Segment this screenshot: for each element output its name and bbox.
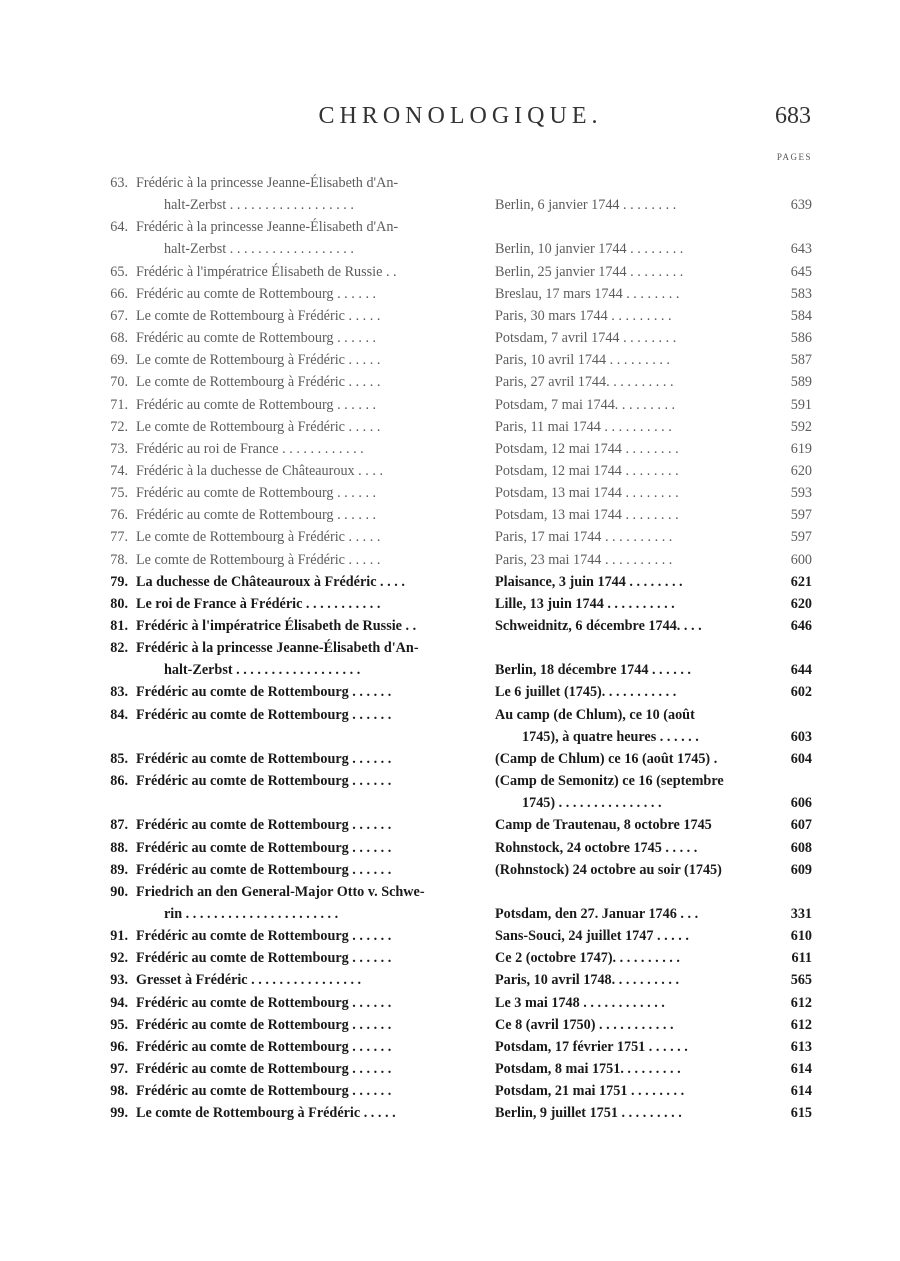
entry-number: 73. (110, 440, 128, 457)
entry-page: 600 (790, 551, 812, 568)
entry-description: Frédéric à la princesse Jeanne-Élisabeth d'An- (136, 640, 419, 657)
entry-row (92, 771, 812, 791)
entry-page: 620 (790, 462, 812, 479)
pages-column-label: PAGES (776, 152, 812, 162)
entry-description: Frédéric au comte de Rottembourg . . . . . . (136, 950, 392, 967)
entry-row (92, 395, 812, 415)
entry-description: Frédéric au comte de Rottembourg . . . . . . (136, 773, 392, 790)
entry-page: 565 (790, 972, 812, 989)
entry-row (92, 660, 812, 680)
entry-number: 65. (110, 263, 128, 280)
entry-place-date: Paris, 27 avril 1744. . . . . . . . . . (495, 374, 674, 391)
entry-number: 93. (110, 972, 128, 989)
entry-description: Frédéric au comte de Rottembourg . . . . . . (136, 1061, 392, 1077)
entry-description: Frédéric au comte de Rottembourg . . . . . . (136, 839, 392, 856)
entry-row (92, 217, 812, 237)
entry-row (92, 904, 812, 924)
entry-description: Frédéric au comte de Rottembourg . . . . . . (136, 928, 392, 945)
entry-page: 620 (790, 595, 812, 612)
entry-row (92, 527, 812, 547)
entry-number: 96. (110, 1038, 128, 1055)
entry-place-date: Paris, 10 avril 1748. . . . . . . . . . (495, 972, 680, 989)
entry-page: 593 (790, 485, 812, 502)
entry-place-date: Au camp (de Chlum), ce 10 (août (495, 706, 695, 723)
entry-row (92, 1059, 812, 1079)
entry-place-date: Sans-Souci, 24 juillet 1747 . . . . . (495, 928, 689, 945)
entry-place-date: Berlin, 18 décembre 1744 . . . . . . (495, 662, 691, 679)
entry-row (92, 815, 812, 835)
entry-place-date: Potsdam, den 27. Januar 1746 . . . (495, 905, 699, 922)
entry-row (92, 860, 812, 880)
entry-place-date: Berlin, 9 juillet 1751 . . . . . . . . . (495, 1105, 682, 1122)
entry-description: halt-Zerbst . . . . . . . . . . . . . . . . . . (164, 662, 361, 679)
entry-description: Le comte de Rottembourg à Frédéric . . . . . (136, 374, 381, 391)
entry-place-date: Paris, 30 mars 1744 . . . . . . . . . (495, 307, 672, 324)
entry-row (92, 993, 812, 1013)
entry-place-date: Camp de Trautenau, 8 octobre 1745 (495, 817, 712, 834)
entry-description: halt-Zerbst . . . . . . . . . . . . . . . . . . (164, 197, 354, 214)
entry-page: 613 (790, 1038, 812, 1055)
entry-number: 74. (110, 462, 128, 479)
entry-row (92, 239, 812, 259)
entry-page: 587 (790, 352, 812, 369)
entry-place-date: Potsdam, 12 mai 1744 . . . . . . . . (495, 462, 679, 479)
entry-row (92, 749, 812, 769)
entry-place-date: 1745), à quatre heures . . . . . . (522, 728, 699, 745)
entry-number: 70. (110, 374, 128, 391)
entry-number: 92. (110, 950, 128, 967)
entry-page: 639 (790, 197, 812, 214)
entry-number: 89. (110, 861, 128, 878)
entry-row (92, 1037, 812, 1057)
entry-description: Frédéric au comte de Rottembourg . . . . . . (136, 507, 377, 524)
entry-place-date: Breslau, 17 mars 1744 . . . . . . . . (495, 285, 680, 302)
entry-description: Le comte de Rottembourg à Frédéric . . . . . (136, 529, 381, 546)
entry-row (92, 550, 812, 570)
entry-page: 615 (790, 1105, 812, 1122)
entry-row (92, 882, 812, 902)
entry-number: 88. (110, 839, 128, 856)
entry-page: 621 (790, 573, 812, 590)
entry-row (92, 838, 812, 858)
entry-place-date: Le 3 mai 1748 . . . . . . . . . . . . (495, 994, 665, 1011)
entry-row (92, 483, 812, 503)
entry-description: Frédéric à l'impératrice Élisabeth de Russie . . (136, 618, 417, 634)
entry-number: 85. (110, 750, 128, 767)
entry-row (92, 594, 812, 614)
entry-page: 643 (790, 241, 812, 258)
entry-place-date: (Rohnstock) 24 octobre au soir (1745) (495, 861, 722, 878)
running-title: CHRONOLOGIQUE. (318, 103, 603, 129)
entry-row (92, 439, 812, 459)
entry-number: 69. (110, 352, 128, 369)
entry-description: Frédéric au roi de France . . . . . . . . . . . . (136, 440, 364, 457)
entry-place-date: Potsdam, 17 février 1751 . . . . . . (495, 1038, 688, 1055)
entry-place-date: Lille, 13 juin 1744 . . . . . . . . . . (495, 595, 675, 612)
entry-number: 99. (110, 1105, 128, 1122)
entry-row (92, 350, 812, 370)
entry-row (92, 461, 812, 481)
page-number: 683 (775, 103, 811, 129)
entry-row (92, 926, 812, 946)
entry-description: Frédéric au comte de Rottembourg . . . . . . (136, 1038, 392, 1055)
entry-place-date: (Camp de Chlum) ce 16 (août 1745) . (495, 750, 718, 767)
entry-row (92, 328, 812, 348)
entry-description: La duchesse de Châteauroux à Frédéric . . . . (136, 573, 405, 590)
entry-number: 87. (110, 817, 128, 834)
entry-place-date: (Camp de Semonitz) ce 16 (septembre (495, 773, 724, 790)
entry-number: 94. (110, 994, 128, 1011)
entry-place-date: Paris, 11 mai 1744 . . . . . . . . . . (495, 418, 672, 435)
entry-row (92, 505, 812, 525)
entry-description: Le roi de France à Frédéric . . . . . . . . . . . (136, 595, 381, 612)
entry-number: 86. (110, 773, 128, 790)
entry-place-date: Potsdam, 21 mai 1751 . . . . . . . . (495, 1083, 685, 1100)
entry-page: 597 (790, 507, 812, 524)
entry-description: Frédéric au comte de Rottembourg . . . . . . (136, 330, 377, 347)
entry-page: 591 (790, 396, 812, 413)
entry-description: Frédéric au comte de Rottembourg . . . . . . (136, 1083, 392, 1100)
entry-number: 82. (110, 640, 128, 657)
entry-place-date: Paris, 23 mai 1744 . . . . . . . . . . (495, 551, 673, 568)
entry-place-date: Potsdam, 7 mai 1744. . . . . . . . . (495, 396, 676, 413)
entry-row (92, 262, 812, 282)
entry-page: 611 (791, 950, 812, 967)
entry-row (92, 1015, 812, 1035)
entry-page: 607 (790, 817, 812, 834)
entry-number: 90. (110, 883, 128, 900)
entry-description: Frédéric au comte de Rottembourg . . . . . . (136, 396, 377, 413)
entry-page: 614 (790, 1083, 812, 1100)
entry-description: Gresset à Frédéric . . . . . . . . . . . . . . . . (136, 972, 362, 989)
entry-place-date: Berlin, 10 janvier 1744 . . . . . . . . (495, 241, 684, 258)
entry-page: 331 (790, 905, 812, 922)
entry-row (92, 1081, 812, 1101)
entry-description: Frédéric au comte de Rottembourg . . . . . . (136, 706, 392, 723)
entry-description: Le comte de Rottembourg à Frédéric . . . . . (136, 1105, 396, 1122)
entry-row (92, 682, 812, 702)
entry-number: 71. (110, 396, 128, 413)
entry-number: 98. (110, 1083, 128, 1100)
entry-page: 589 (790, 374, 812, 391)
entry-row (92, 306, 812, 326)
entry-description: Frédéric au comte de Rottembourg . . . . . . (136, 861, 392, 878)
entry-description: Le comte de Rottembourg à Frédéric . . . . . (136, 352, 381, 369)
entry-row (92, 638, 812, 658)
entry-page: 592 (790, 418, 812, 435)
entry-number: 83. (110, 684, 128, 701)
entry-page: 644 (790, 662, 812, 679)
entry-number: 76. (110, 507, 128, 524)
entry-description: Frédéric au comte de Rottembourg . . . . . . (136, 994, 392, 1011)
entry-number: 81. (110, 618, 128, 634)
entry-row (92, 173, 812, 193)
entry-place-date: Paris, 10 avril 1744 . . . . . . . . . (495, 352, 670, 369)
entry-page: 619 (790, 440, 812, 457)
entry-place-date: Paris, 17 mai 1744 . . . . . . . . . . (495, 529, 673, 546)
entry-place-date: Potsdam, 8 mai 1751. . . . . . . . . (495, 1061, 681, 1077)
entry-row (92, 948, 812, 968)
entry-page: 645 (790, 263, 812, 280)
entry-page: 603 (790, 728, 812, 745)
entry-place-date: Ce 2 (octobre 1747). . . . . . . . . . (495, 950, 680, 967)
entry-description: Frédéric à la duchesse de Châteauroux . . . . (136, 462, 384, 479)
entry-description: Frédéric au comte de Rottembourg . . . . . . (136, 1016, 392, 1033)
entry-place-date: Ce 8 (avril 1750) . . . . . . . . . . . (495, 1016, 674, 1033)
entry-page: 609 (790, 861, 812, 878)
entry-place-date: Potsdam, 7 avril 1744 . . . . . . . . (495, 330, 677, 347)
entry-row (92, 372, 812, 392)
entry-number: 95. (110, 1016, 128, 1033)
entry-number: 78. (110, 551, 128, 568)
entry-description: Frédéric à la princesse Jeanne-Élisabeth d'An- (136, 175, 399, 191)
entry-number: 63. (110, 175, 128, 191)
entry-page: 583 (790, 285, 812, 302)
entry-row (92, 970, 812, 990)
entry-description: Frédéric au comte de Rottembourg . . . . . . (136, 750, 392, 767)
entry-place-date: Berlin, 25 janvier 1744 . . . . . . . . (495, 263, 684, 280)
entry-place-date: 1745) . . . . . . . . . . . . . . . (522, 795, 662, 812)
entry-row (92, 616, 812, 636)
entry-number: 91. (110, 928, 128, 945)
entry-row (92, 284, 812, 304)
entry-place-date: Plaisance, 3 juin 1744 . . . . . . . . (495, 573, 683, 590)
entry-number: 72. (110, 418, 128, 435)
entry-number: 68. (110, 330, 128, 347)
entry-description: Frédéric au comte de Rottembourg . . . . . . (136, 684, 392, 701)
entry-description: Le comte de Rottembourg à Frédéric . . . . . (136, 418, 381, 435)
entry-number: 84. (110, 706, 128, 723)
entry-description: Frédéric au comte de Rottembourg . . . . . . (136, 817, 392, 834)
entry-description: rin . . . . . . . . . . . . . . . . . . . . . . (164, 905, 339, 922)
entry-row (92, 793, 812, 813)
entry-place-date: Rohnstock, 24 octobre 1745 . . . . . (495, 839, 698, 856)
entry-description: Le comte de Rottembourg à Frédéric . . . . . (136, 307, 381, 324)
entry-description: Le comte de Rottembourg à Frédéric . . . . . (136, 551, 381, 568)
entry-place-date: Le 6 juillet (1745). . . . . . . . . . . (495, 684, 677, 701)
entry-place-date: Schweidnitz, 6 décembre 1744. . . . (495, 618, 702, 634)
entry-place-date: Potsdam, 13 mai 1744 . . . . . . . . (495, 507, 679, 524)
entry-number: 77. (110, 529, 128, 546)
entry-page: 614 (790, 1061, 812, 1077)
entry-row (92, 572, 812, 592)
entry-number: 80. (110, 595, 128, 612)
entry-number: 79. (110, 573, 128, 590)
entry-page: 597 (790, 529, 812, 546)
entry-number: 64. (110, 219, 128, 236)
entry-page: 586 (790, 330, 812, 347)
entry-page: 604 (790, 750, 812, 767)
entry-description: Frédéric à l'impératrice Élisabeth de Russie . . (136, 263, 397, 280)
entry-description: Frédéric au comte de Rottembourg . . . . . . (136, 285, 377, 302)
entry-page: 602 (790, 684, 812, 701)
entry-place-date: Berlin, 6 janvier 1744 . . . . . . . . (495, 197, 677, 214)
entry-row (92, 417, 812, 437)
entry-place-date: Potsdam, 12 mai 1744 . . . . . . . . (495, 440, 679, 457)
entry-row (92, 705, 812, 725)
entry-page: 612 (790, 994, 812, 1011)
entry-number: 97. (110, 1061, 128, 1077)
entry-page: 646 (790, 618, 812, 634)
entry-row (92, 1103, 812, 1123)
entry-number: 75. (110, 485, 128, 502)
entry-page: 606 (790, 795, 812, 812)
entry-description: halt-Zerbst . . . . . . . . . . . . . . . . . . (164, 241, 354, 258)
entry-number: 67. (110, 307, 128, 324)
entry-place-date: Potsdam, 13 mai 1744 . . . . . . . . (495, 485, 679, 502)
entry-description: Frédéric au comte de Rottembourg . . . . . . (136, 485, 377, 502)
entry-page: 584 (790, 307, 812, 324)
entry-description: Frédéric à la princesse Jeanne-Élisabeth d'An- (136, 219, 399, 236)
entry-page: 612 (790, 1016, 812, 1033)
entry-row (92, 195, 812, 215)
entry-row (92, 727, 812, 747)
entry-number: 66. (110, 285, 128, 302)
entry-page: 610 (790, 928, 812, 945)
entry-page: 608 (790, 839, 812, 856)
entry-description: Friedrich an den General-Major Otto v. Schwe- (136, 883, 425, 900)
